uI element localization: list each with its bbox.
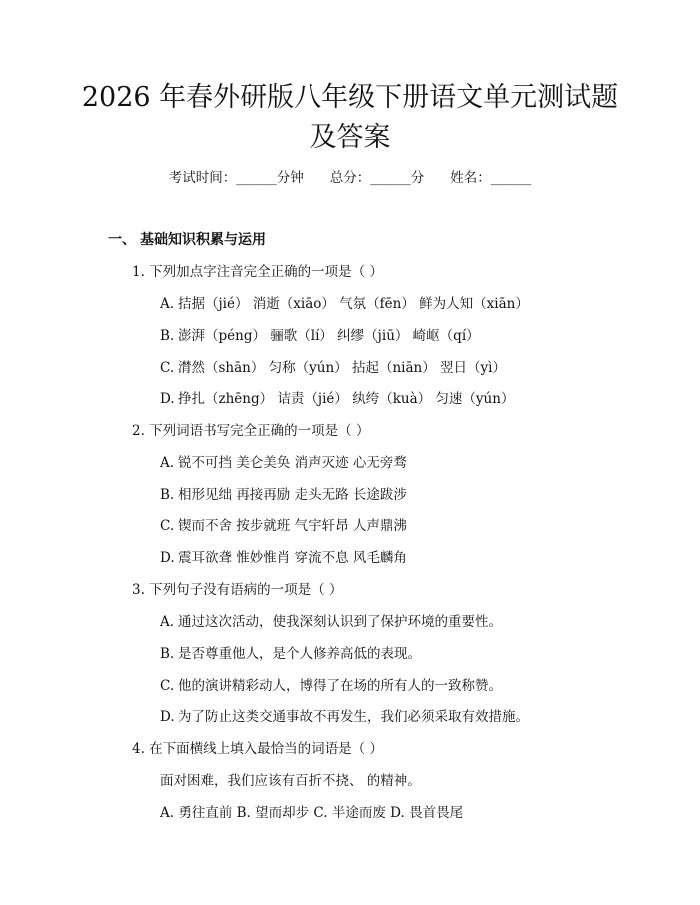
exam-info — [0, 168, 700, 188]
student-name-field: 姓名：______ — [450, 170, 532, 186]
question-stem: 2. 下列词语书写完全正确的一项是（ ） — [132, 423, 370, 439]
option-letter: C. — [160, 518, 175, 534]
option-letter: B. — [160, 328, 175, 344]
question-stem: 4. 在下面横线上填入最恰当的词语是（ ） — [132, 741, 383, 757]
option-text: 挣扎（zhēng） 诘责（jié） 纨绔（kuà） 匀速（yún） — [178, 391, 515, 407]
option-text: 相形见绌 再接再励 走头无路 长途跋涉 — [178, 487, 407, 503]
title-line-2: 及答案 — [309, 122, 391, 153]
answer-option — [160, 389, 514, 409]
option-text: 潸然（shān） 匀称（yún） 拈起（niān） 翌日（yì） — [178, 360, 506, 376]
answer-option — [160, 516, 407, 536]
option-letter: A. — [160, 614, 175, 630]
question-stem: 1. 下列加点字注音完全正确的一项是（ ） — [132, 264, 383, 280]
exam-time-field: 考试时间：______分钟 — [168, 170, 304, 186]
option-letter: C. — [160, 360, 175, 376]
option-letter: D. — [160, 550, 175, 566]
fill-in-sentence: 面对困难，我们应该有百折不挠、 的精神。 — [160, 773, 421, 789]
section-title: 基础知识积累与运用 — [140, 232, 266, 248]
option-text: 拮据（jié） 消逝（xiāo） 气氛（fēn） 鲜为人知（xiān） — [178, 296, 529, 312]
option-letter: D. — [160, 391, 175, 407]
answer-option — [160, 644, 421, 664]
answer-option — [160, 485, 407, 505]
answer-option — [160, 707, 529, 727]
answer-option — [160, 548, 407, 568]
option-text: 澎湃（péng） 骊歌（lí） 纠缪（jiū） 崎岖（qí） — [178, 328, 480, 344]
answer-option — [160, 294, 529, 314]
option-letter: A. — [160, 455, 175, 471]
question-stem: 3. 下列句子没有语病的一项是（ ） — [132, 582, 343, 598]
total-score-field: 总分：______分 — [329, 170, 425, 186]
option-letter: C. — [160, 678, 175, 694]
option-text: 他的演讲精彩动人，博得了在场的所有人的一致称赞。 — [178, 678, 502, 694]
option-text: 为了防止这类交通事故不再发生，我们必须采取有效措施。 — [178, 709, 529, 725]
option-letter: D. — [160, 709, 175, 725]
answer-option — [160, 676, 502, 696]
title-line-1: 2026 年春外研版八年级下册语文单元测试题 — [81, 82, 619, 113]
option-text: 锲而不舍 按步就班 气宇轩昂 人声鼎沸 — [178, 518, 407, 534]
option-letter: B. — [160, 646, 175, 662]
answer-option — [160, 326, 480, 346]
section-heading — [108, 230, 266, 250]
document-title — [80, 78, 620, 158]
option-text: 是否尊重他人，是个人修养高低的表现。 — [178, 646, 421, 662]
option-text: 震耳欲聋 惟妙惟肖 穿流不息 风毛麟角 — [178, 550, 407, 566]
answer-option — [160, 358, 506, 378]
option-letter: B. — [160, 487, 175, 503]
option-text: 锐不可挡 美仑美奂 消声灭迹 心无旁骛 — [178, 455, 407, 471]
answer-option — [160, 453, 407, 473]
section-number: 一、 — [108, 232, 136, 248]
option-letter: A. — [160, 296, 175, 312]
option-text: 通过这次活动，使我深刻认识到了保护环境的重要性。 — [178, 614, 502, 630]
answer-option — [160, 612, 502, 632]
inline-answer-options: A. 勇往直前 B. 望而却步 C. 半途而废 D. 畏首畏尾 — [160, 805, 464, 821]
